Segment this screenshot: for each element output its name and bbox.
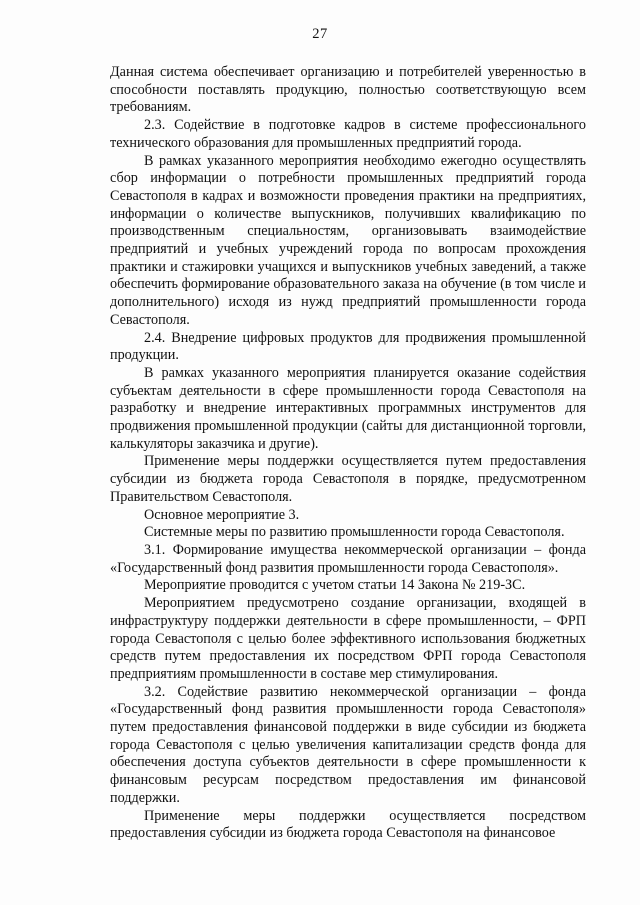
paragraph-section-3-2: 3.2. Содействие развитию некоммерческой организации – фонда «Государственный фонд развития промышленности города Севастополя» путем предоставления финансовой поддержки в виде субсидии из бюджета города Севастополя с целью увеличения капитализации средств фонда для обеспечения доступа субъектов деятельности в сфере промышленности к финансовым ресурсам посредством предоставления им финансовой поддержки. xyxy=(110,683,586,806)
paragraph-frp-creation: Мероприятием предусмотрено создание организации, входящей в инфраструктуру поддержки деятельности в сфере промышленности, – ФРП города Севастополя с целью более эффективного использования бюджетных средств путем предоставления их посредством ФРП города Севастополя предприятиям промышленности в составе мер стимулирования. xyxy=(110,595,586,682)
paragraph-main-measure-3: Основное мероприятие 3. xyxy=(144,506,300,523)
paragraph-section-2-3: 2.3. Содействие в подготовке кадров в системе профессионального технического образования для промышленных предприятий города. xyxy=(110,117,586,151)
paragraph-support-financial: Применение меры поддержки осуществляется посредством предоставления субсидии из бюджета города Севастополя на финансовое xyxy=(110,807,586,842)
paragraph-section-2-4: 2.4. Внедрение цифровых продуктов для продвижения промышленной продукции. xyxy=(110,329,586,364)
paragraph-system-measures: Системные меры по развитию промышленности города Севастополя. xyxy=(144,524,565,541)
paragraph-section-3-1: 3.1. Формирование имущества некоммерческой организации – фонда «Государственный фонд развития промышленности города Севастополя». xyxy=(110,541,586,576)
document-body xyxy=(110,64,586,843)
paragraph-law-reference: Мероприятие проводится с учетом статьи 14 Закона № 219-ЗС. xyxy=(144,577,526,594)
paragraph-quality-system: Данная система обеспечивает организацию и потребителей уверенностью в способности поставлять продукцию, полностью соответствующую всем требованиям. xyxy=(110,64,586,116)
paragraph-digital-tools: В рамках указанного мероприятия планируется оказание содействия субъектам деятельности в сфере промышленности города Севастополя на разработку и внедрение интерактивных программных инструментов для продвижения промышленной продукции (сайты для дистанционной торговли, калькуляторы заказчика и другие). xyxy=(110,364,586,452)
paragraph-support-subsidy: Применение меры поддержки осуществляется путем предоставления субсидии из бюджета города Севастополя в порядке, предусмотренном Правительством Севастополя. xyxy=(110,453,586,505)
paragraph-staffing-info: В рамках указанного мероприятия необходимо ежегодно осуществлять сбор информации о потребности промышленных предприятий города Севастополя в кадрах и возможности проведения практики на предприятиях, информации о количестве выпускников, получивших квалификацию по производственным специальностям, организовывать взаимодействие предприятий и учебных учреждений города по вопросам прохождения практики и стажировки учащихся и выпускников учебных заведений, а также обеспечить формирование образовательного заказа на обучение (в том числе и дополнительного) исходя из нужд предприятий промышленности города Севастополя. xyxy=(110,152,586,328)
page-number: 27 xyxy=(312,26,328,42)
